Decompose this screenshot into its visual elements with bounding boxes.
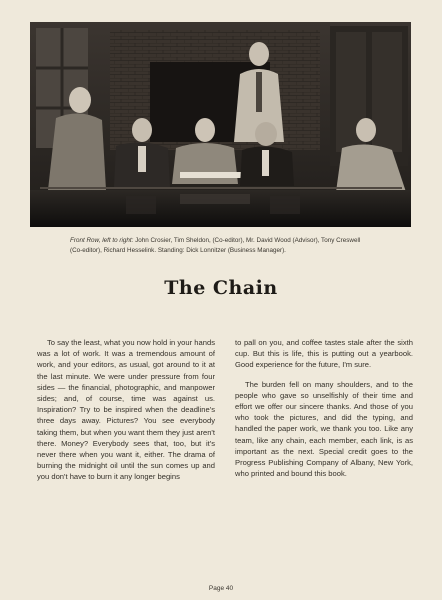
caption-text: John Crosier, Tim Sheldon, (Co-editor), Mr. David Wood (Advisor), Tony Creswell (Co-editor), Richard Hesselink. Standing: Dick Lonnitzer (Business Manager). xyxy=(70,237,361,254)
left-paragraph-1: To say the least, what you now hold in your hands was a lot of work. It was a tremendous amount of work, and your editors, as usual, got around to it at the last minute. We were under pressure from four sides — the financial, photographic, and manpower sides; and, of course, time was against us. Inspiration? Try to be inspired when the deadline's three days away. Pictures? You see everybody taking them, but when you want them they just aren't there. Money? Everybody sees that, too, but it's never there when you want it, either. The drama of burning the midnight oil until the sun comes up and you don't have to burn it any longer begins xyxy=(37,338,215,482)
left-column xyxy=(37,337,215,491)
group-photo-illustration xyxy=(30,22,411,227)
caption-lead: Front Row, left to right: xyxy=(70,237,134,244)
photo-caption xyxy=(70,236,370,255)
page-title: The Chain xyxy=(164,277,278,299)
right-column xyxy=(235,337,413,487)
page-number: Page 40 xyxy=(208,585,234,592)
right-paragraph-2: The burden fell on many shoulders, and to the people who gave so unselfishly of their time and effort we offer our sincere thanks. And those of you who took the pictures, and did the typing, and handled the paper work, we thank you too. Like any team, like any chain, each member, each link, is as important as the next. Special credit goes to the Progress Publishing Company of Albany, New York, who printed and bound this book. xyxy=(235,379,413,479)
group-photo xyxy=(30,22,411,227)
right-paragraph-1: to pall on you, and coffee tastes stale after the sixth cup. But this is life, this is putting out a yearbook. Good experience for the future, I'm sure. xyxy=(235,338,413,370)
